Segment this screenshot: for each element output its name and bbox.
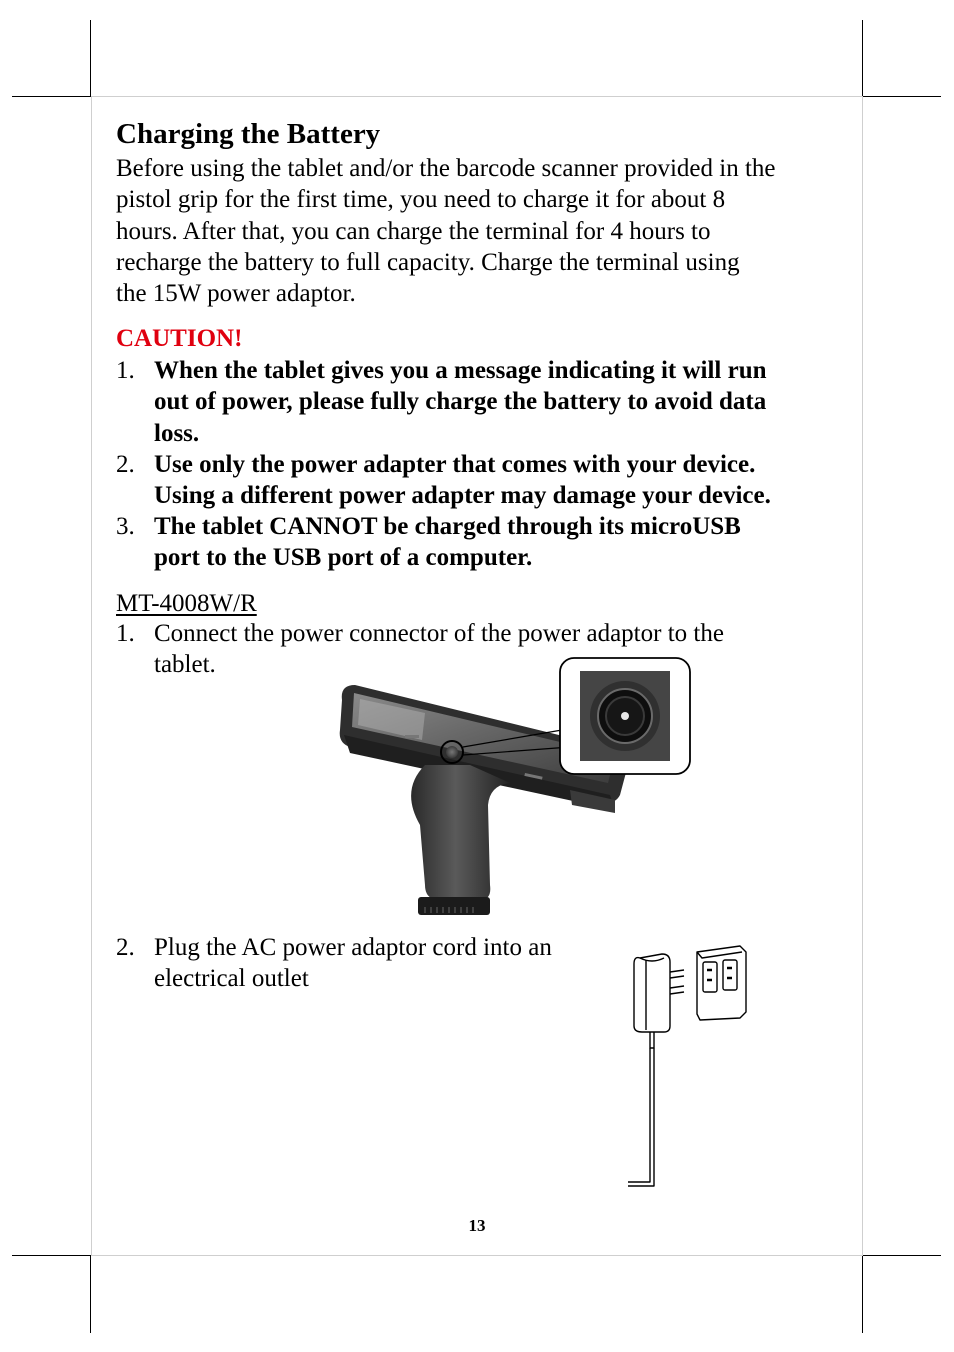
list-number: 1. [116, 357, 135, 384]
tablet-illustration [330, 655, 700, 920]
caution-line: loss. [154, 419, 200, 447]
caution-heading: CAUTION! [116, 325, 243, 352]
page-frame [862, 96, 863, 1256]
step-line: tablet. [154, 651, 216, 679]
page-frame [91, 96, 92, 1256]
caution-line: Use only the power adapter that comes with your device. [154, 451, 756, 478]
crop-mark [12, 1255, 91, 1256]
caution-line: Using a different power adapter may damage your device. [154, 482, 771, 510]
caution-line: port to the USB port of a computer. [154, 544, 533, 572]
crop-mark [12, 96, 91, 97]
intro-line: Before using the tablet and/or the barcode scanner provided in the [116, 155, 776, 182]
list-number: 1. [116, 620, 135, 647]
crop-mark [862, 1255, 863, 1333]
caution-line: When the tablet gives you a message indicating it will run [154, 357, 767, 384]
crop-mark [862, 1255, 941, 1256]
page-frame [91, 1255, 862, 1256]
page-frame [91, 96, 862, 97]
intro-line: hours. After that, you can charge the terminal for 4 hours to [116, 217, 711, 245]
crop-mark [862, 96, 941, 97]
list-number: 2. [116, 451, 135, 478]
page-title: Charging the Battery [116, 118, 381, 150]
intro-line: recharge the battery to full capacity. Charge the terminal using [116, 248, 740, 276]
list-number: 2. [116, 934, 135, 961]
crop-mark [862, 20, 863, 97]
caution-line: out of power, please fully charge the battery to avoid data [154, 388, 767, 416]
crop-mark [90, 1255, 91, 1333]
intro-paragraph [116, 153, 776, 309]
step-line: Plug the AC power adaptor cord into an [154, 934, 552, 961]
caution-line: The tablet CANNOT be charged through its microUSB [154, 513, 741, 540]
model-name: MT-4008W/R [116, 590, 257, 617]
intro-line: the 15W power adaptor. [116, 280, 356, 308]
step-line: electrical outlet [154, 965, 309, 993]
crop-mark [90, 20, 91, 97]
adaptor-illustration [620, 940, 755, 1190]
step-line: Connect the power connector of the power adaptor to the [154, 620, 724, 647]
intro-line: pistol grip for the first time, you need to charge it for about 8 [116, 186, 726, 214]
page-number: 13 [468, 1216, 486, 1235]
list-number: 3. [116, 513, 135, 540]
